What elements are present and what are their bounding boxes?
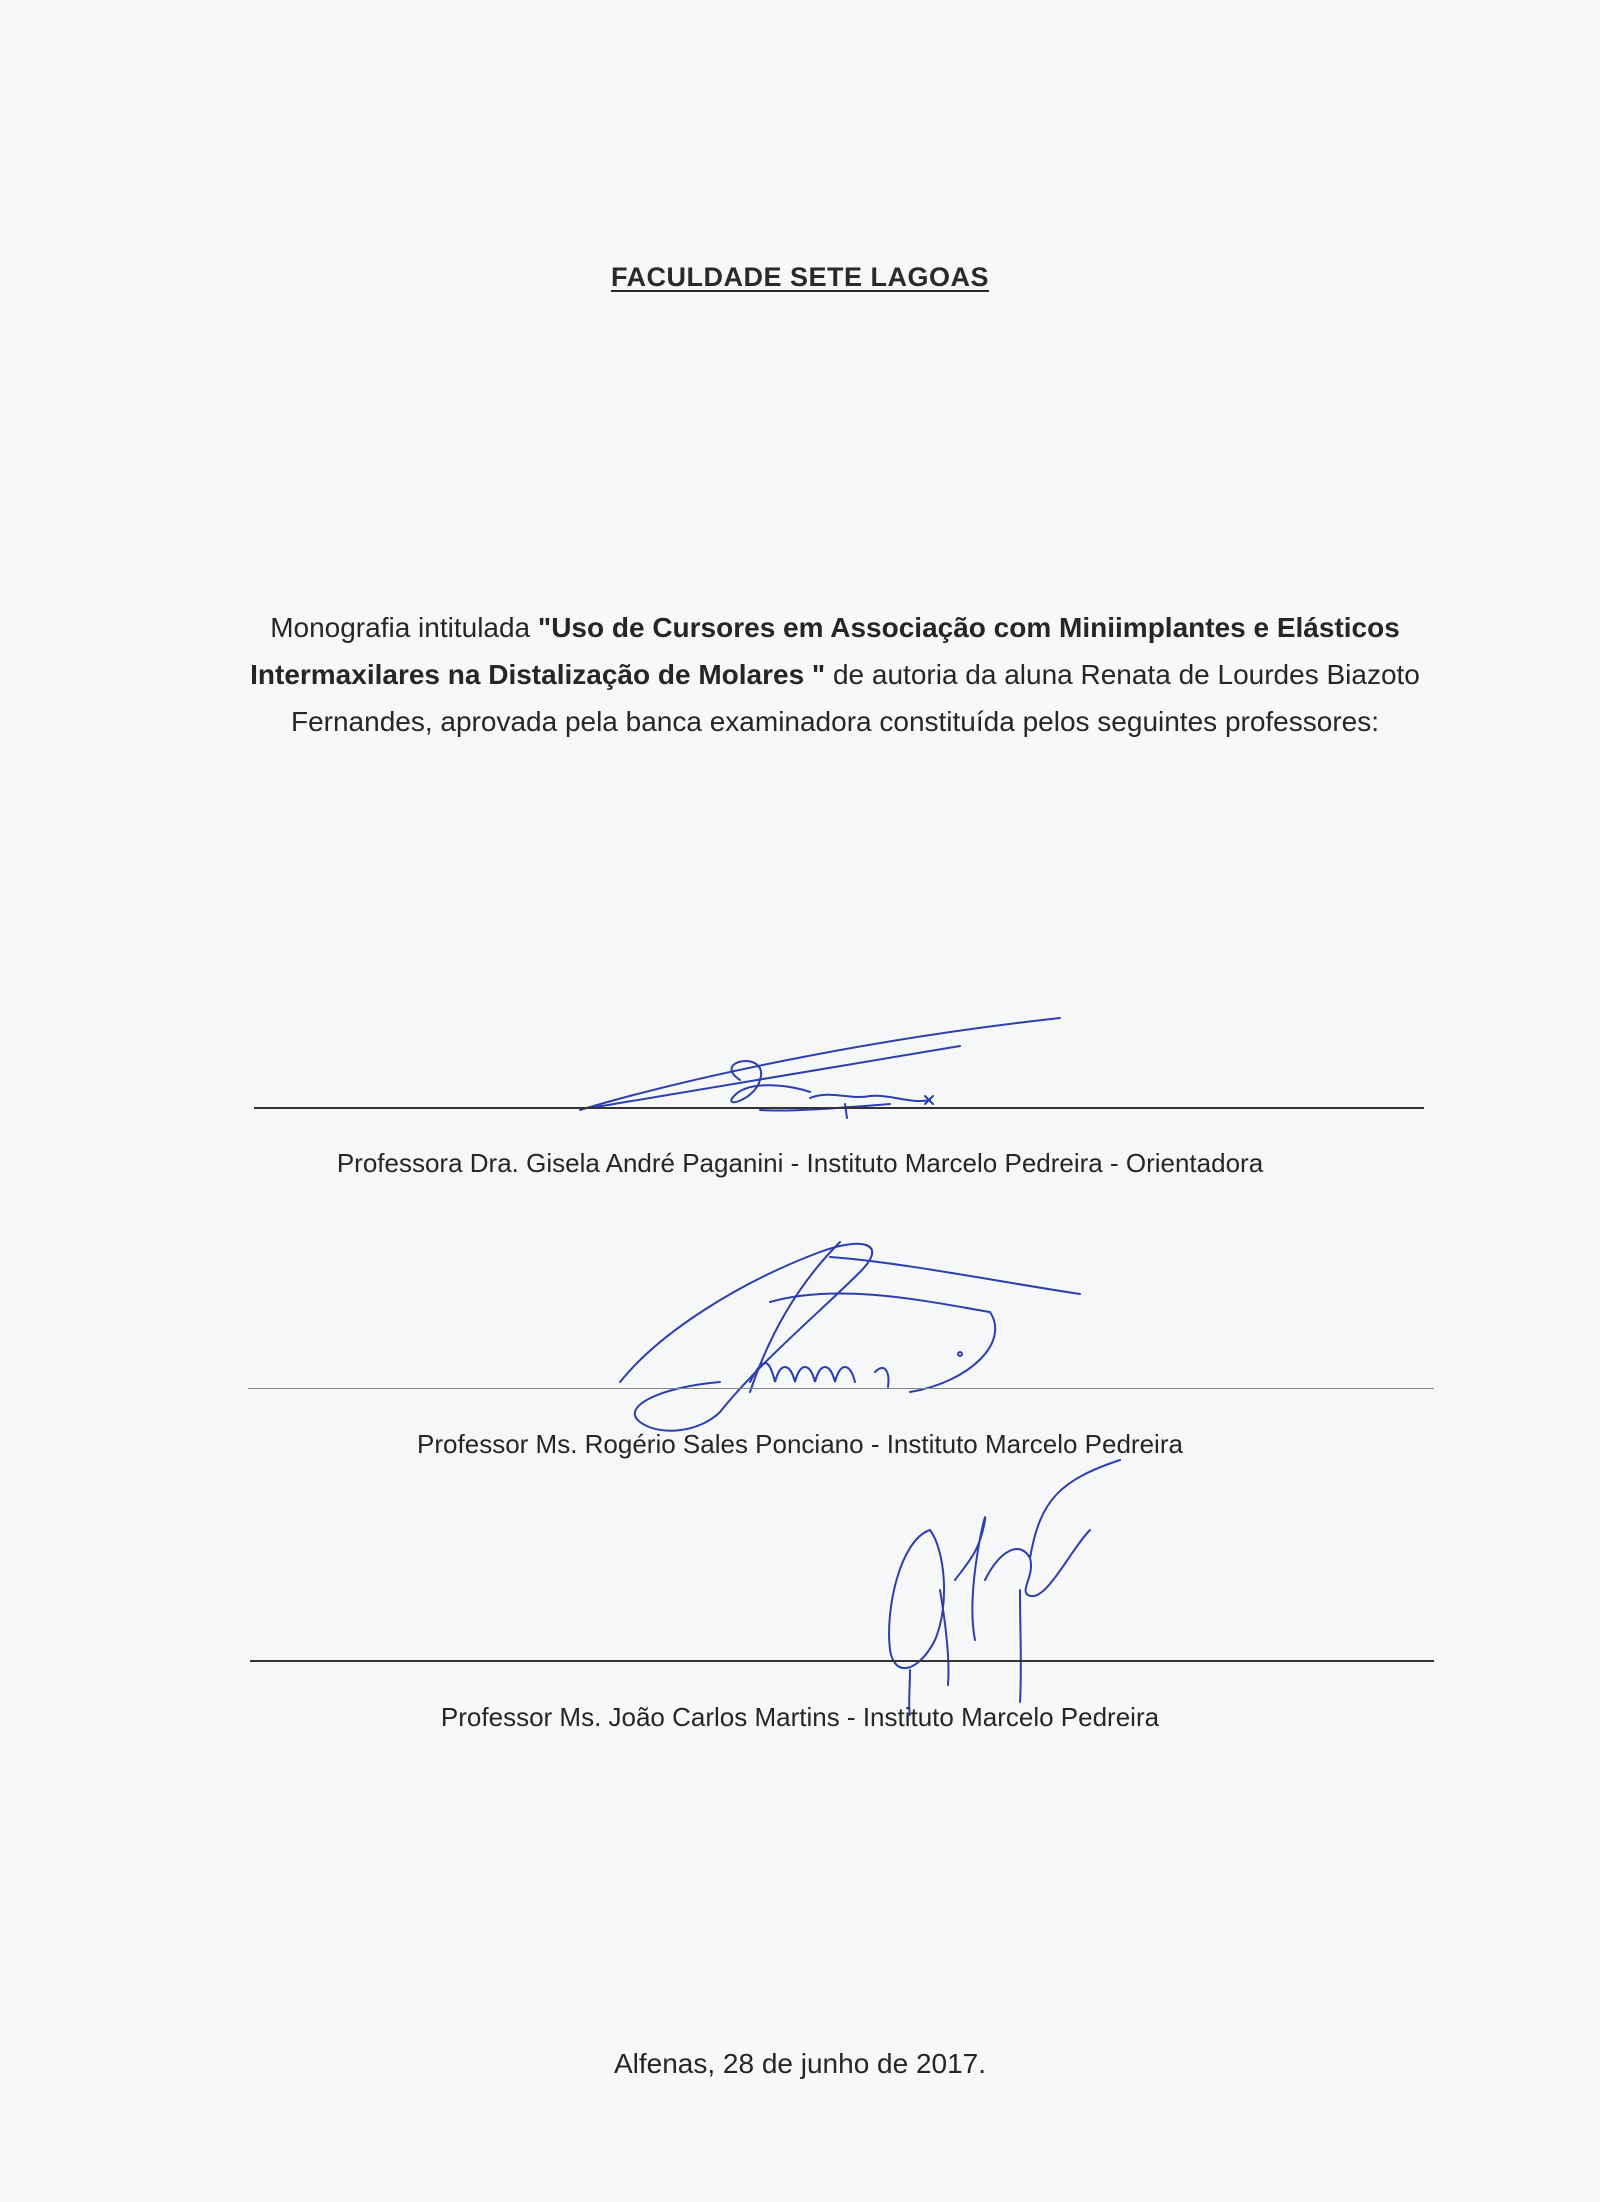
institution-heading: FACULDADE SETE LAGOAS <box>610 262 990 292</box>
place-and-date: Alfenas, 28 de junho de 2017. <box>613 2048 987 2079</box>
statement-intro: Monografia intitulada <box>270 612 538 643</box>
signature-3-icon <box>870 1440 1130 1720</box>
signature-1-icon <box>560 1000 1080 1140</box>
statement-rest: de autoria da aluna Renata de Lourdes Biazoto Fernandes, aprovada pela banca examinadora constituída pelos seguintes professores: <box>290 659 1420 737</box>
examiner-3-name: Professor Ms. João Carlos Martins - Instituto Marcelo Pedreira <box>440 1702 1160 1732</box>
signature-line-2 <box>248 1388 1434 1389</box>
signature-line-3 <box>250 1660 1434 1662</box>
approval-statement <box>240 604 1430 745</box>
examiner-2-name: Professor Ms. Rogério Sales Ponciano - Instituto Marcelo Pedreira <box>417 1429 1183 1459</box>
examiner-1-name: Professora Dra. Gisela André Paganini - Instituto Marcelo Pedreira - Orientadora <box>336 1148 1264 1178</box>
signature-2-icon <box>600 1222 1100 1442</box>
monograph-title: "Uso de Cursores em Associação com Miniimplantes e Elásticos Intermaxilares na Distalização de Molares " <box>250 612 1400 690</box>
signature-line-1 <box>254 1107 1424 1109</box>
